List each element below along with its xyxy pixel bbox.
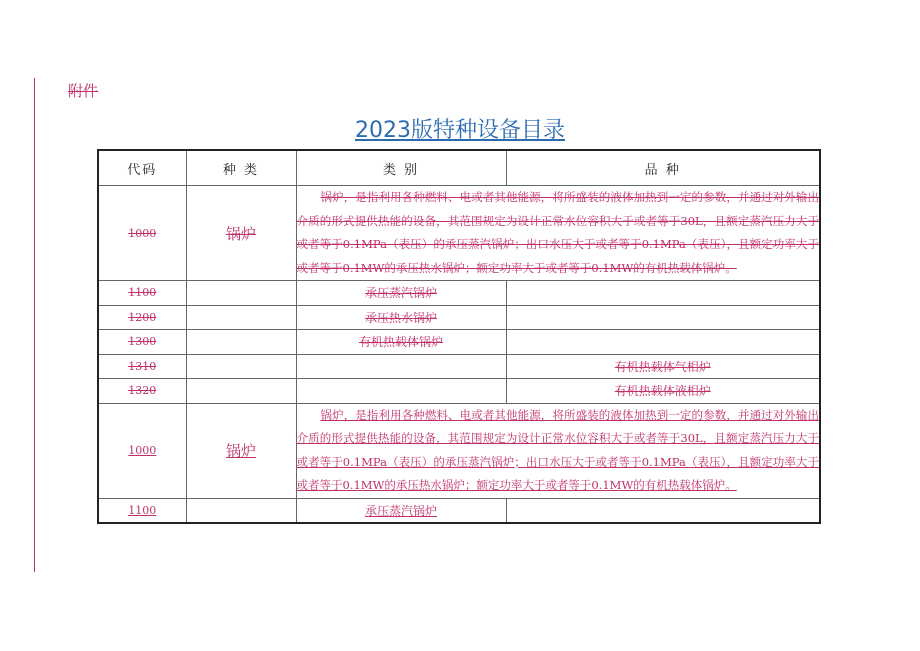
revision-margin-bar	[34, 78, 35, 572]
row-category	[296, 354, 506, 379]
header-kind: 种 类	[186, 150, 296, 186]
row-code: 1200	[98, 305, 186, 330]
row-kind	[186, 354, 296, 379]
row-kind	[186, 305, 296, 330]
row-variety: 有机热载体液相炉	[506, 379, 820, 404]
table-row	[98, 305, 820, 330]
row-category: 承压热水锅炉	[296, 305, 506, 330]
row-variety	[506, 498, 820, 523]
table-row	[98, 498, 820, 523]
table-header-row	[98, 150, 820, 186]
row-category: 有机热载体锅炉	[296, 330, 506, 355]
row-code: 1100	[98, 498, 186, 523]
row-variety	[506, 330, 820, 355]
attachment-label: 附件	[68, 82, 99, 100]
row-description: 锅炉，是指利用各种燃料、电或者其他能源，将所盛装的液体加热到一定的参数，并通过对外输出介质的形式提供热能的设备，其范围规定为设计正常水位容积大于或者等于30L，且额定蒸汽压力大于或者等于0.1MPa（表压）的承压蒸汽锅炉；出口水压大于或者等于0.1MPa（表压），且额定功率大于或者等于0.1MW的承压热水锅炉；额定功率大于或者等于0.1MW的有机热载体锅炉。	[296, 403, 820, 498]
row-kind	[186, 330, 296, 355]
row-code: 1000	[98, 403, 186, 498]
table-row	[98, 330, 820, 355]
header-variety: 品 种	[506, 150, 820, 186]
row-kind	[186, 379, 296, 404]
row-variety	[506, 281, 820, 306]
row-kind: 锅炉	[186, 403, 296, 498]
table-row	[98, 354, 820, 379]
row-category	[296, 379, 506, 404]
row-kind	[186, 281, 296, 306]
row-description: 锅炉，是指利用各种燃料、电或者其他能源，将所盛装的液体加热到一定的参数，并通过对外输出介质的形式提供热能的设备，其范围规定为设计正常水位容积大于或者等于30L，且额定蒸汽压力大于或者等于0.1MPa（表压）的承压蒸汽锅炉；出口水压大于或者等于0.1MPa（表压），且额定功率大于或者等于0.1MW的承压热水锅炉；额定功率大于或者等于0.1MW的有机热载体锅炉。	[296, 186, 820, 281]
row-code: 1300	[98, 330, 186, 355]
table-row	[98, 281, 820, 306]
row-variety: 有机热载体气相炉	[506, 354, 820, 379]
table-row	[98, 379, 820, 404]
row-code: 1320	[98, 379, 186, 404]
row-code: 1000	[98, 186, 186, 281]
header-category: 类 别	[296, 150, 506, 186]
row-category: 承压蒸汽锅炉	[296, 281, 506, 306]
table-row	[98, 403, 820, 498]
table-row	[98, 186, 820, 281]
row-category: 承压蒸汽锅炉	[296, 498, 506, 523]
document-title: 2023版特种设备目录	[355, 118, 565, 143]
row-kind	[186, 498, 296, 523]
header-code: 代码	[98, 150, 186, 186]
row-kind: 锅炉	[186, 186, 296, 281]
row-code: 1310	[98, 354, 186, 379]
row-code: 1100	[98, 281, 186, 306]
equipment-catalog-table	[97, 149, 821, 524]
row-variety	[506, 305, 820, 330]
